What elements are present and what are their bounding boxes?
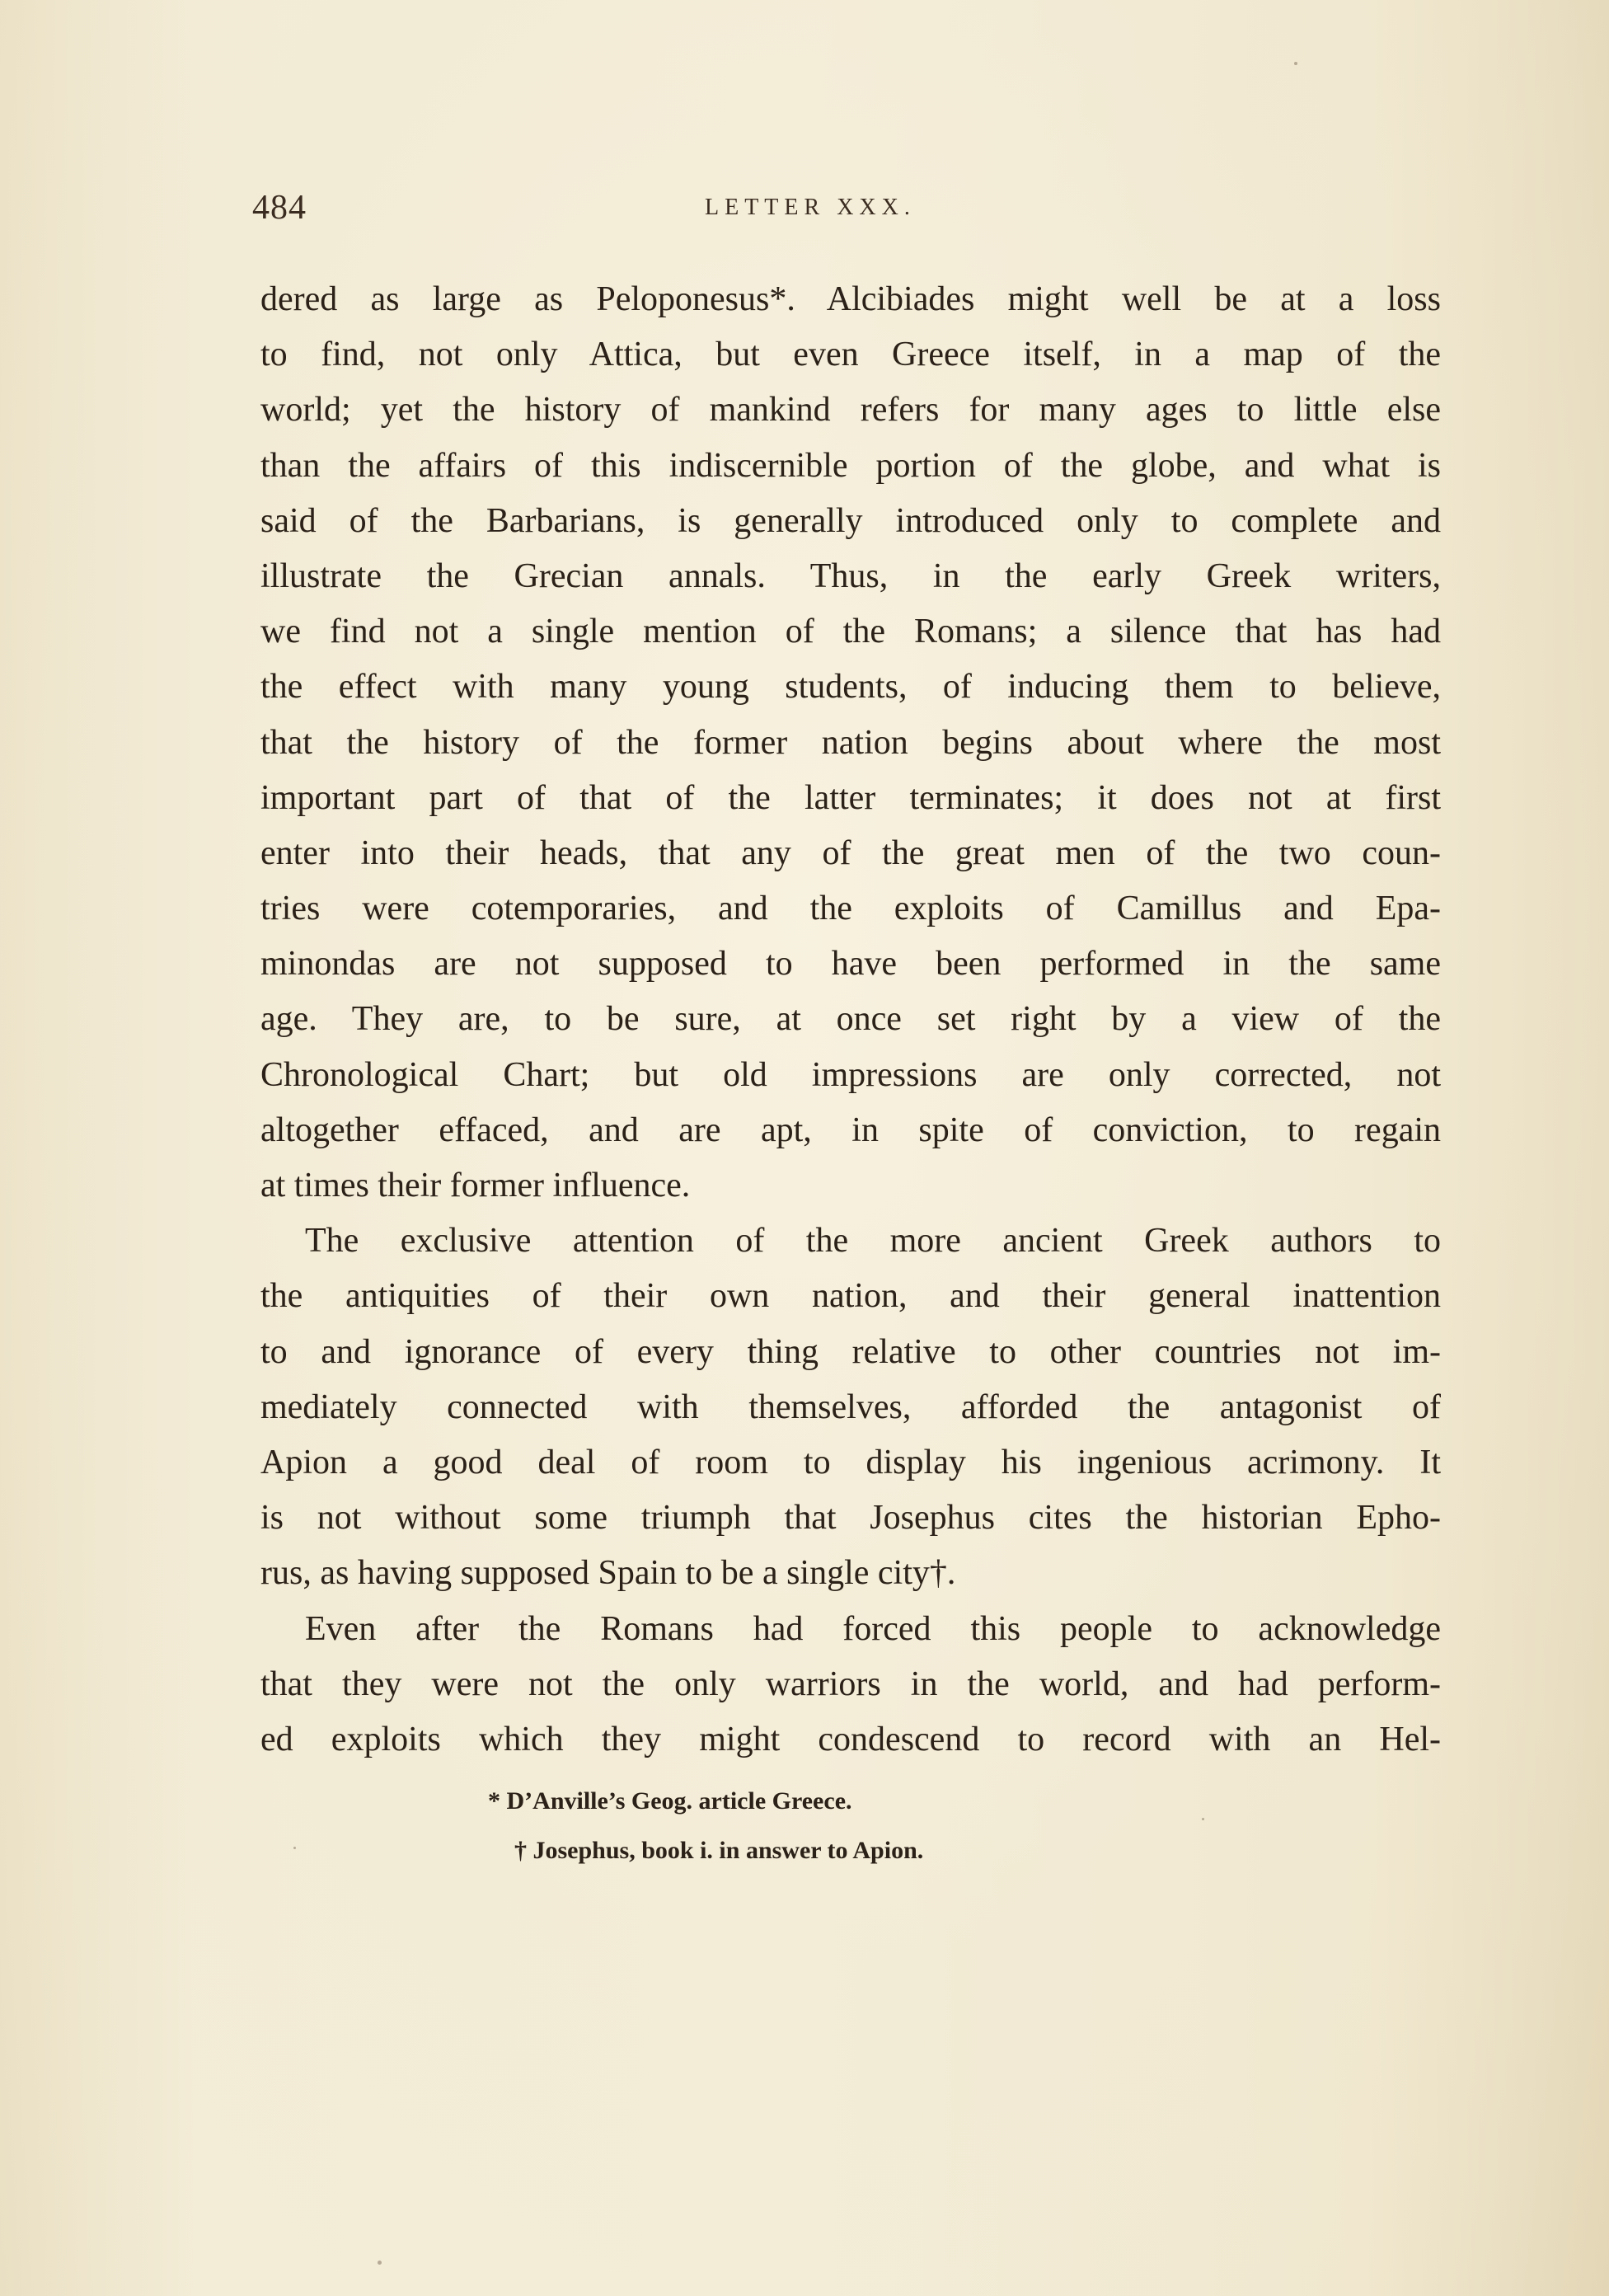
text-line: that they were not the only warriors in the world, and had perform- <box>260 1664 1441 1703</box>
text-line: than the affairs of this indiscernible portion of the globe, and what is <box>260 446 1441 485</box>
text-line: illustrate the Grecian annals. Thus, in the early Greek writers, <box>260 556 1441 595</box>
text-line: at times their former influence. <box>260 1167 691 1204</box>
text-line: the antiquities of their own nation, and their general inattention <box>260 1277 1441 1316</box>
text-line: altogether effaced, and are apt, in spite of conviction, to regain <box>260 1110 1441 1149</box>
page-number: 484 <box>252 189 307 227</box>
text-line: said of the Barbarians, is generally introduced only to complete and <box>260 501 1441 540</box>
text-line: Apion a good deal of room to display his ingenious acrimony. It <box>260 1443 1441 1481</box>
text-line: tries were cotemporaries, and the exploits of Camillus and Epa- <box>260 890 1441 928</box>
text-line: to and ignorance of every thing relative to other countries not im- <box>260 1332 1441 1371</box>
text-line: the effect with many young students, of inducing them to believe, <box>260 668 1441 707</box>
text-line: is not without some triumph that Josephus cites the historian Epho- <box>260 1499 1441 1538</box>
paragraph-start-line: Even after the Romans had forced this people to acknowledge <box>305 1609 1441 1648</box>
text-line: world; yet the history of mankind refers for many ages to little else <box>260 391 1441 430</box>
text-line: ed exploits which they might condescend to record with an Hel- <box>260 1720 1441 1758</box>
paper-speck <box>1294 62 1297 65</box>
paper-speck <box>378 2261 382 2265</box>
running-head: LETTER XXX. <box>705 195 916 220</box>
text-line: important part of that of the latter terminates; it does not at first <box>260 778 1441 817</box>
text-line: rus, as having supposed Spain to be a single city†. <box>260 1554 956 1593</box>
paper-speck <box>293 1847 296 1849</box>
page-header <box>0 188 1609 237</box>
footnote: * D’Anville’s Geog. article Greece. <box>488 1787 852 1815</box>
footnote: † Josephus, book i. in answer to Apion. <box>514 1837 924 1864</box>
text-line: Chronological Chart; but old impressions are only corrected, not <box>260 1055 1441 1094</box>
text-line: mediately connected with themselves, afforded the antagonist of <box>260 1387 1441 1426</box>
text-line: we find not a single mention of the Romans; a silence that has had <box>260 613 1441 651</box>
text-line: dered as large as Peloponesus*. Alcibiades might well be at a loss <box>260 280 1441 318</box>
text-line: to find, not only Attica, but even Greece itself, in a map of the <box>260 336 1441 374</box>
text-line: age. They are, to be sure, at once set right by a view of the <box>260 1000 1441 1039</box>
paragraph-start-line: The exclusive attention of the more ancient Greek authors to <box>305 1222 1441 1261</box>
text-line: enter into their heads, that any of the great men of the two coun- <box>260 833 1441 872</box>
body-text <box>260 272 1441 1768</box>
text-line: minondas are not supposed to have been performed in the same <box>260 945 1441 984</box>
paper-speck <box>1202 1818 1204 1820</box>
text-line: that the history of the former nation begins about where the most <box>260 723 1441 762</box>
